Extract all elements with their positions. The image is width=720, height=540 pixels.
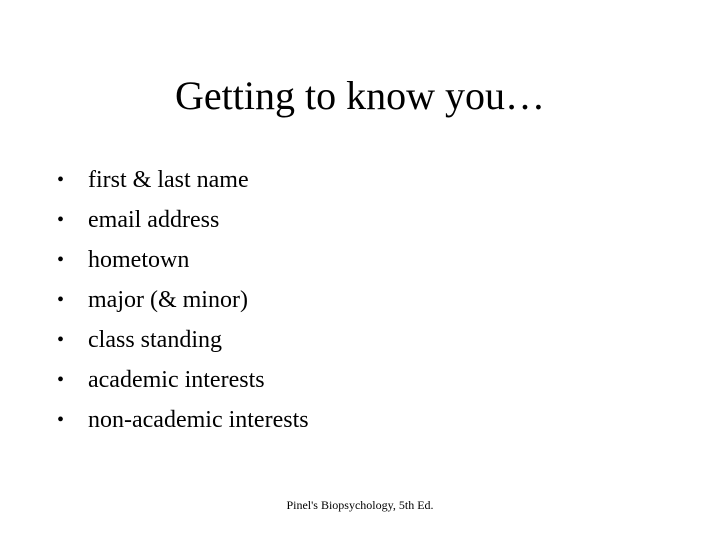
bullet-icon: •: [57, 169, 65, 191]
bullet-text: major (& minor): [88, 287, 248, 313]
bullet-text: first & last name: [88, 167, 249, 193]
bullet-text: hometown: [88, 247, 190, 273]
bullet-text: email address: [88, 207, 220, 233]
bullet-text: academic interests: [88, 367, 265, 393]
bullet-icon: •: [57, 329, 65, 351]
slide-footer: Pinel's Biopsychology, 5th Ed.: [286, 498, 434, 512]
bullet-text: non-academic interests: [88, 407, 309, 433]
bullet-icon: •: [57, 369, 65, 391]
bullet-text: class standing: [88, 327, 222, 353]
bullet-icon: •: [57, 409, 65, 431]
bullet-icon: •: [57, 209, 65, 231]
slide-title: Getting to know you…: [175, 73, 545, 118]
bullet-icon: •: [57, 249, 65, 271]
bullet-icon: •: [57, 289, 65, 311]
